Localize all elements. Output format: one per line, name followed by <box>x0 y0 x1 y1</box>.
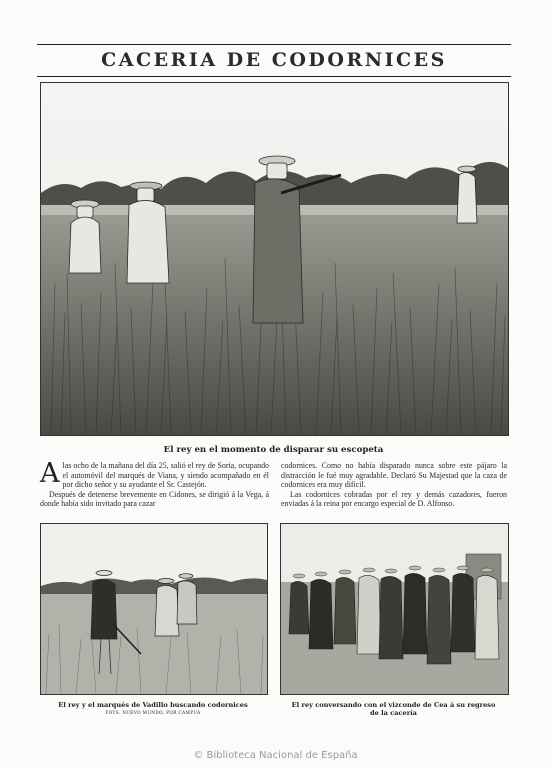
library-watermark: © Biblioteca Nacional de España <box>193 750 358 761</box>
photo-right <box>280 523 509 695</box>
top-rule <box>37 44 511 45</box>
photo-right-caption-line2: de la cacería <box>370 709 417 717</box>
main-photo <box>40 82 509 436</box>
article-column-right <box>281 461 507 509</box>
article-paragraph <box>40 458 269 490</box>
photo-right-caption-line1: El rey conversando con el vizconde de Cea á su regreso <box>291 701 496 709</box>
article-paragraph: Después de detenerse brevemente en Cidones, se dirigió á la Vega, á donde había sido invitado para cazar <box>40 489 269 508</box>
photo-left-caption <box>40 701 266 717</box>
article-text: las ocho de la mañana del día 25, salió el rey de Soria, ocupando el automóvil del marqués de Viana, y siendo acompañado en él por dicho señor y su ayudante el Sr. Castejón. <box>62 461 269 489</box>
photo-right-caption <box>280 701 507 717</box>
title-rule <box>37 76 511 77</box>
dropcap: A <box>40 458 60 489</box>
article-paragraph: Las codornices cobradas por el rey y demás cazadores, fueron enviadas á la reina por encargo especial de D. Alfonso. <box>281 489 507 508</box>
article-column-left <box>40 458 269 509</box>
main-photo-caption: El rey en el momento de disparar su escopeta <box>163 445 384 455</box>
article-paragraph: codornices. Como no había disparado nunca sobre este pájaro la distracción le fué muy agradable. Declaró Su Majestad que la caza de codornices era muy difícil. <box>281 461 507 489</box>
page-title: CACERIA DE CODORNICES <box>101 49 447 71</box>
photo-left-caption-text: El rey y el marqués de Vadillo buscando codornices <box>58 701 248 709</box>
photo-left <box>40 523 268 695</box>
photo-credit: FOTS. NUEVO MUNDO, POR CAMPUA <box>105 710 201 715</box>
